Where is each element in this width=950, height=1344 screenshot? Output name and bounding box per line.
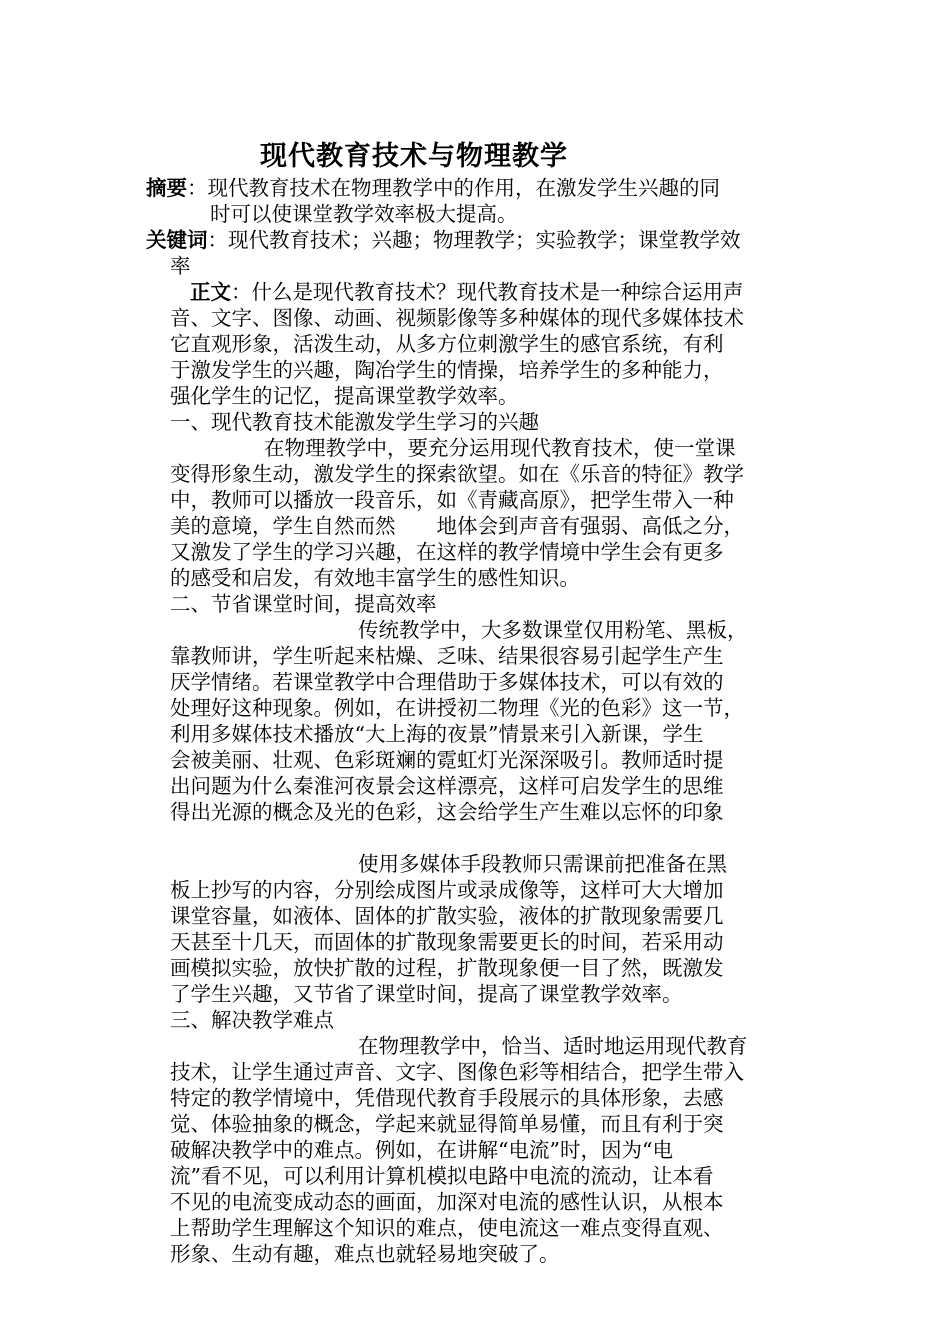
keywords-line-2: 率	[170, 254, 191, 278]
section-1-line-6: 的感受和启发，有效地丰富学生的感性知识。	[170, 566, 580, 590]
section-2-para-2-line-6: 了学生兴趣，又节省了课堂时间，提高了课堂教学效率。	[170, 982, 683, 1006]
abstract-line-1	[146, 175, 720, 201]
section-2-para-1-line-3: 厌学情绪。若课堂教学中合理借助于多媒体技术，可以有效的	[170, 670, 724, 694]
abstract-text-1: ：现代教育技术在物理教学中的作用，在激发学生兴趣的同	[187, 176, 720, 200]
body-intro-line-5: 强化学生的记忆，提高课堂教学效率。	[170, 384, 519, 408]
keywords-line-1	[146, 227, 741, 253]
section-2-para-1-line-5: 利用多媒体技术播放“大上海的夜景”情景来引入新课，学生	[170, 722, 704, 746]
section-1-line-2: 变得形象生动，激发学生的探索欲望。如在《乐音的特征》教学	[170, 462, 744, 486]
section-2-para-1-line-1: 传统教学中，大多数课堂仅用粉笔、黑板，	[358, 618, 748, 642]
section-3-line-5: 破解决教学中的难点。例如，在讲解“电流”时，因为“电	[170, 1138, 673, 1162]
keywords-text-1: ：现代教育技术；兴趣；物理教学；实验教学；课堂教学效	[207, 228, 741, 252]
section-2-para-1-line-8: 得出光源的概念及光的色彩，这会给学生产生难以忘怀的印象	[170, 800, 724, 824]
section-2-para-2-line-5: 画模拟实验，放快扩散的过程，扩散现象便一目了然，既激发	[170, 956, 724, 980]
section-2-para-2-line-3: 课堂容量，如液体、固体的扩散实验，液体的扩散现象需要几	[170, 904, 724, 928]
section-1-heading: 一、现代教育技术能激发学生学习的兴趣	[170, 410, 539, 434]
section-2-heading: 二、节省课堂时间，提高效率	[170, 592, 437, 616]
abstract-label: 摘要	[146, 176, 187, 200]
body-intro-line-1	[190, 279, 744, 305]
keywords-label: 关键词	[146, 228, 208, 252]
section-2-para-2-line-4: 天甚至十几天，而固体的扩散现象需要更长的时间，若采用动	[170, 930, 724, 954]
body-intro-line-3: 它直观形象，活泼生动，从多方位刺激学生的感官系统，有利	[170, 332, 724, 356]
section-1-line-1: 在物理教学中，要充分运用现代教育技术，使一堂课	[264, 436, 736, 460]
section-3-line-3: 特定的教学情境中，凭借现代教育手段展示的具体形象，去感	[170, 1086, 724, 1110]
section-3-line-2: 技术，让学生通过声音、文字、图像色彩等相结合，把学生带入	[170, 1060, 744, 1084]
section-3-line-9: 形象、生动有趣，难点也就轻易地突破了。	[170, 1242, 560, 1266]
body-label: 正文	[190, 280, 231, 304]
document-title: 现代教育技术与物理教学	[260, 141, 568, 172]
section-3-line-4: 觉、体验抽象的概念，学起来就显得简单易懂，而且有利于突	[170, 1112, 724, 1136]
section-2-para-2-line-2: 板上抄写的内容，分别绘成图片或录成像等，这样可大大增加	[170, 878, 724, 902]
section-1-line-5: 又激发了学生的学习兴趣，在这样的教学情境中学生会有更多	[170, 540, 724, 564]
section-2-para-1-line-4: 处理好这种现象。例如，在讲授初二物理《光的色彩》这一节，	[170, 696, 744, 720]
section-2-para-2-line-1: 使用多媒体手段教师只需课前把准备在黑	[358, 852, 727, 876]
section-3-line-6: 流”看不见，可以利用计算机模拟电路中电流的流动，让本看	[170, 1164, 714, 1188]
section-3-heading: 三、解决教学难点	[170, 1008, 334, 1032]
section-2-para-1-line-6: 会被美丽、壮观、色彩斑斓的霓虹灯光深深吸引。教师适时提	[170, 748, 724, 772]
section-2-para-1-line-7: 出问题为什么秦淮河夜景会这样漂亮，这样可启发学生的思维	[170, 774, 724, 798]
section-3-line-1: 在物理教学中，恰当、适时地运用现代教育	[358, 1034, 748, 1058]
body-intro-text-1: ：什么是现代教育技术？现代教育技术是一种综合运用声	[231, 280, 744, 304]
section-3-line-8: 上帮助学生理解这个知识的难点，使电流这一难点变得直观、	[170, 1216, 724, 1240]
abstract-line-2: 时可以使课堂教学效率极大提高。	[210, 202, 518, 226]
section-1-line-3: 中，教师可以播放一段音乐，如《青藏高原》，把学生带入一种	[170, 488, 734, 512]
body-intro-line-4: 于激发学生的兴趣，陶冶学生的情操，培养学生的多种能力，	[170, 358, 724, 382]
section-1-line-4: 美的意境，学生自然而然 地体会到声音有强弱、高低之分，	[170, 514, 744, 538]
section-3-line-7: 不见的电流变成动态的画面，加深对电流的感性认识，从根本	[170, 1190, 724, 1214]
section-2-para-1-line-2: 靠教师讲，学生听起来枯燥、乏味、结果很容易引起学生产生	[170, 644, 724, 668]
body-intro-line-2: 音、文字、图像、动画、视频影像等多种媒体的现代多媒体技术	[170, 306, 744, 330]
